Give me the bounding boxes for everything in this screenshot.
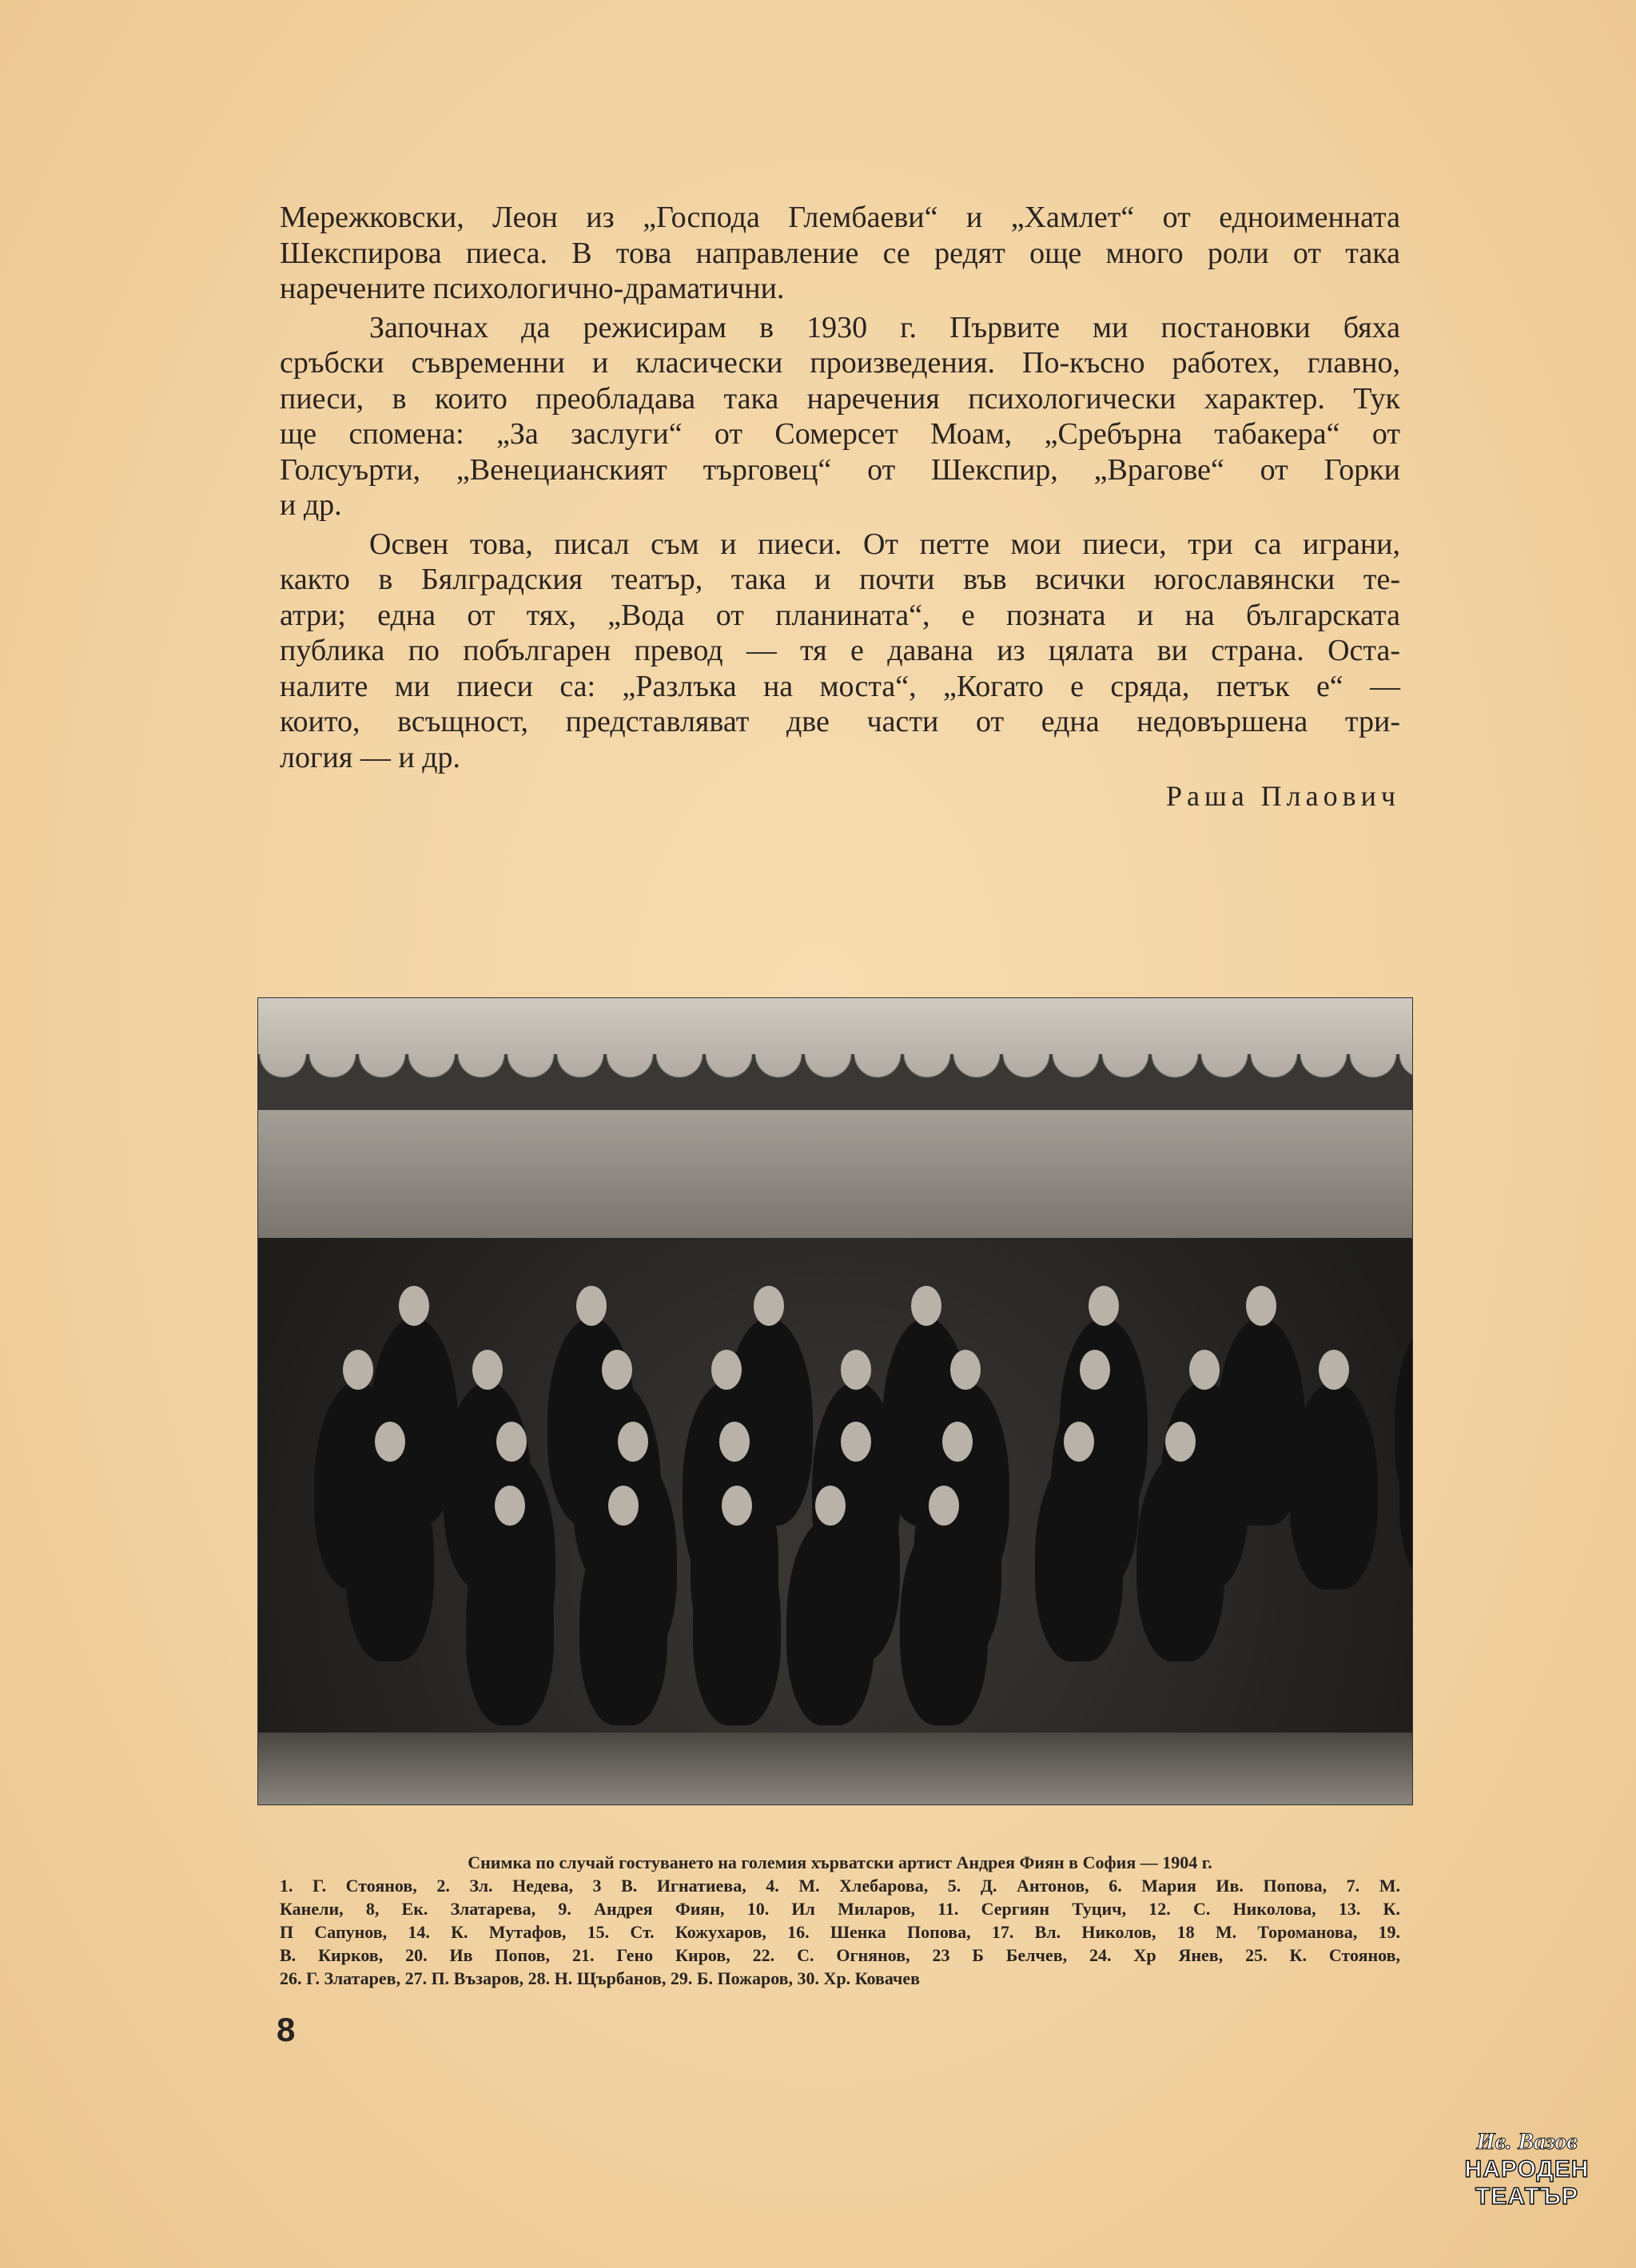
text-line: както в Бялградския театър, така и почти във всички югославянски те- [280, 563, 1400, 596]
caption-line: 1. Г. Стоянов, 2. Зл. Недева, 3 В. Игнатиева, 4. М. Хлебарова, 5. Д. Антонов, 6. Мария Ив. Попова, 7. М. [280, 1876, 1400, 1896]
photo-face [911, 1286, 941, 1326]
logo-line-2: ТЕАТЪР [1475, 2183, 1578, 2210]
author-signature: Раша Плаович [1165, 780, 1400, 812]
text-line: които, всъщност, представляват две части от една недовършена три- [280, 705, 1400, 738]
caption-line: Канели, 8, Ек. Златарева, 9. Андрея Фиян, 10. Ил Миларов, 11. Сергиян Туцич, 12. С. Николова, 13. К. [280, 1899, 1400, 1919]
logo-signature: Ив. Вазов [1476, 2128, 1578, 2155]
paragraph [280, 527, 1400, 776]
photo-figure [466, 1518, 554, 1725]
photo-face [576, 1286, 607, 1326]
national-theatre-logo [1461, 2127, 1593, 2231]
text-line: сръбски съвременни и класически произведения. По-късно работех, главно, [280, 346, 1400, 380]
article-text [280, 200, 1400, 814]
text-line: налите ми пиеси са: „Разлъка на моста“, „Когато е сряда, петък е“ — [280, 669, 1400, 703]
photo-face [711, 1350, 742, 1390]
photo-face [722, 1486, 752, 1526]
paragraph [280, 310, 1400, 523]
paragraph [280, 200, 1400, 307]
photo-figure [786, 1518, 874, 1725]
text-line: Шекспирова пиеса. В това направление се редят още много роли от така [280, 236, 1400, 270]
text-line: наречените психологично-драматични. [280, 272, 785, 305]
photo-face [1189, 1350, 1220, 1390]
photo-face [950, 1350, 981, 1390]
photo-face [602, 1350, 632, 1390]
photo-curtain [258, 1054, 1412, 1110]
text-line: Голсуърти, „Венецианският търговец“ от Шекспир, „Врагове“ от Горки [280, 452, 1400, 487]
photo-face [942, 1422, 973, 1462]
caption-line: П Сапунов, 14. К. Мутафов, 15. Ст. Кожухаров, 16. Шенка Попова, 17. Вл. Николов, 18 М. Тороманова, 19. [280, 1922, 1400, 1942]
logo-line-1: НАРОДЕН [1464, 2156, 1590, 2182]
photo-face [375, 1422, 405, 1462]
text-line: публика по побългарен превод — тя е давана из цялата ви страна. Оста- [280, 634, 1400, 667]
photo-figure [1035, 1454, 1123, 1661]
photo-face [343, 1350, 373, 1390]
photo-figure [693, 1518, 781, 1725]
text-line: и др. [280, 488, 342, 522]
text-line: ще спомена: „За заслуги“ от Сомерсет Моам, „Сребърна табакера“ от [280, 417, 1400, 451]
text-line: Мережковски, Леон из „Господа Глембаеви“ и „Хамлет“ от едноименната [280, 201, 1400, 234]
photo-face [496, 1422, 527, 1462]
photo-face [472, 1350, 503, 1390]
photo-figure [1136, 1454, 1224, 1661]
photo-face [1064, 1422, 1094, 1462]
photo-face [1089, 1286, 1119, 1326]
photo-face [754, 1286, 784, 1326]
text-line: Освен това, писал съм и пиеси. От петте мои пиеси, три са играни, [369, 527, 1400, 561]
photo-caption [280, 1851, 1400, 1990]
photo-face [841, 1350, 871, 1390]
text-line: Започнах да режисирам в 1930 г. Първите ми постановки бяха [369, 310, 1400, 344]
page-number: 8 [277, 2011, 296, 2048]
caption-line: 26. Г. Златарев, 27. П. Възаров, 28. Н. Щърбанов, 29. Б. Пожаров, 30. Хр. Ковачев [280, 1968, 921, 1988]
photo-face [618, 1422, 648, 1462]
photo-figure [1290, 1382, 1378, 1590]
photo-face [1246, 1286, 1276, 1326]
caption-line: В. Кирков, 20. Ив Попов, 21. Гено Киров, 22. С. Огнянов, 23 Б Белчев, 24. Хр Янев, 25. К. Стоянов, [280, 1945, 1400, 1965]
photo-face [815, 1486, 846, 1526]
photo-figure [579, 1518, 667, 1725]
photo-face [719, 1422, 750, 1462]
photo-face [399, 1286, 429, 1326]
photo-people [290, 1182, 1380, 1773]
photo-face [1165, 1422, 1196, 1462]
text-line: логия — и др. [280, 740, 461, 774]
photo-face [841, 1422, 871, 1462]
group-photo [257, 997, 1413, 1805]
photo-face [1319, 1350, 1349, 1390]
text-line: атри; една от тях, „Вода от планината“, е позната и на българската [280, 598, 1400, 632]
text-line: пиеси, в които преобладава така наречения психологически характер. Тук [280, 381, 1400, 416]
photo-figure [346, 1454, 434, 1661]
photo-face [495, 1486, 525, 1526]
photo-face [608, 1486, 639, 1526]
photo-face [929, 1486, 959, 1526]
caption-title: Снимка по случай гостуването на големия хърватски артист Андрея Фиян в София — 1904 г. [468, 1852, 1212, 1872]
photo-face [1080, 1350, 1110, 1390]
photo-figure [900, 1518, 988, 1725]
